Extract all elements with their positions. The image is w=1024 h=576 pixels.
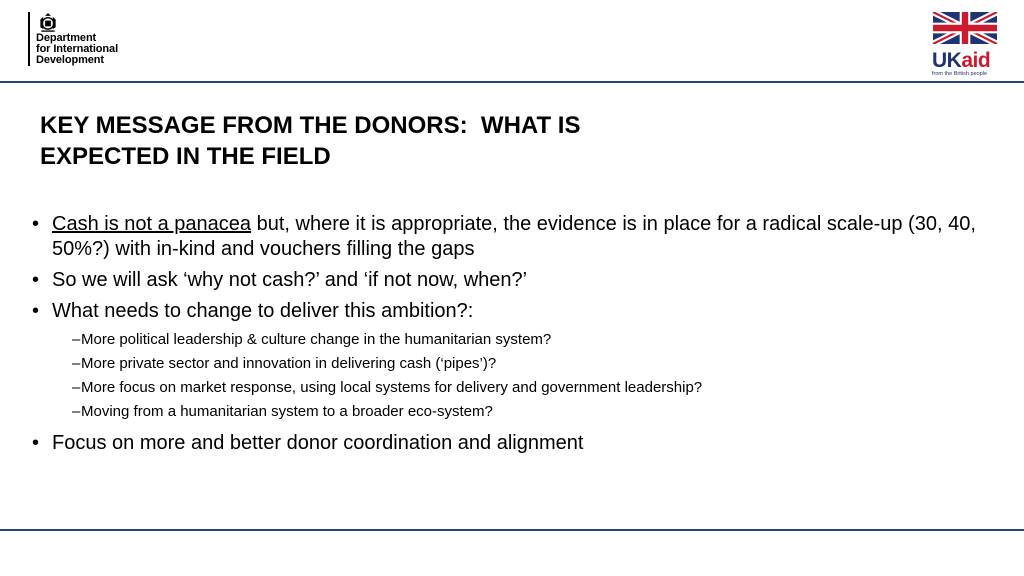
ukaid-uk: UK xyxy=(932,49,962,72)
dfid-name-line-2: for International xyxy=(36,43,119,55)
dfid-logo xyxy=(28,12,118,66)
ukaid-logo xyxy=(932,12,1000,77)
slide-body xyxy=(30,212,990,462)
ukaid-wordmark xyxy=(932,51,1000,71)
slide-title-line-2: EXPECTED IN THE FIELD xyxy=(40,143,331,170)
bullet-what-needs-to-change: • What needs to change to deliver this ambition?: xyxy=(30,299,990,324)
sub-bullet-eco-system: – Moving from a humanitarian system to a broader eco-system? xyxy=(30,402,990,421)
bullet-donor-coordination: • Focus on more and better donor coordination and alignment xyxy=(30,431,990,456)
sub-bullet-market-response: – More focus on market response, using local systems for delivery and government leadership? xyxy=(30,378,990,397)
ukaid-aid: aid xyxy=(961,49,991,72)
sub-bullet-political-leadership: – More political leadership & culture change in the humanitarian system? xyxy=(30,330,990,349)
dfid-name-line-1: Department xyxy=(36,32,97,44)
underlined-phrase: Cash is not a panacea xyxy=(52,213,252,235)
bullet-1-text: but, where it is appropriate, the evidence is in place for a radical scale-up (30, 40, 50%?) with in-kind and vouchers filling the gaps xyxy=(52,213,976,260)
bullet-why-not-cash: • So we will ask ‘why not cash?’ and ‘if not now, when?’ xyxy=(30,268,990,293)
slide-title-line-1: KEY MESSAGE FROM THE DONORS: WHAT IS xyxy=(40,112,581,139)
logo-divider xyxy=(28,12,30,66)
sub-bullet-private-sector: – More private sector and innovation in delivering cash (‘pipes’)? xyxy=(30,354,990,373)
dfid-name-line-3: Development xyxy=(36,54,104,66)
slide-title xyxy=(40,110,800,172)
royal-crest-icon xyxy=(36,12,60,33)
union-jack-icon xyxy=(932,12,998,44)
footer-divider xyxy=(0,529,1024,531)
bullet-cash-panacea xyxy=(30,212,990,262)
ukaid-tagline: from the British people xyxy=(932,71,988,77)
header-divider xyxy=(0,81,1024,83)
